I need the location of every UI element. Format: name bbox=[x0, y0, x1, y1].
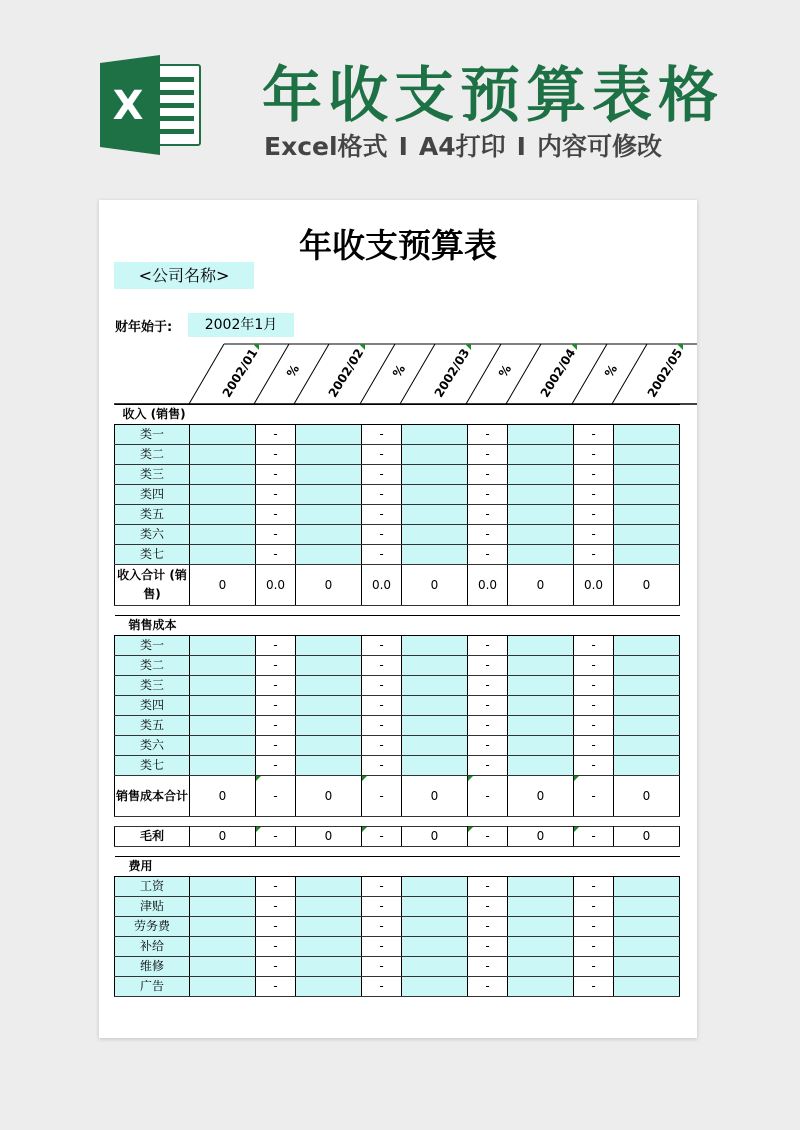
input-cell[interactable] bbox=[402, 636, 468, 656]
percent-cell: - bbox=[574, 545, 614, 565]
banner-feature-edit: 内容可修改 bbox=[536, 132, 662, 161]
percent-cell: - bbox=[574, 736, 614, 756]
input-cell[interactable] bbox=[402, 425, 468, 445]
input-cell[interactable] bbox=[296, 877, 362, 897]
input-cell[interactable] bbox=[190, 756, 256, 776]
spacer-cell bbox=[115, 606, 680, 616]
percent-cell: - bbox=[574, 937, 614, 957]
percent-cell: - bbox=[362, 525, 402, 545]
row-label: 类二 bbox=[115, 445, 190, 465]
banner-subtitle bbox=[264, 127, 662, 163]
total-value-cell: 0 bbox=[296, 776, 362, 817]
percent-cell: - bbox=[468, 736, 508, 756]
total-value-cell: 0 bbox=[508, 827, 574, 847]
table-row bbox=[115, 716, 680, 736]
total-value-cell: 0 bbox=[296, 827, 362, 847]
total-percent-cell: - bbox=[468, 827, 508, 847]
input-cell[interactable] bbox=[614, 917, 680, 937]
percent-cell: - bbox=[468, 485, 508, 505]
percent-cell: - bbox=[256, 696, 296, 716]
row-label: 补给 bbox=[115, 937, 190, 957]
input-cell[interactable] bbox=[402, 676, 468, 696]
input-cell[interactable] bbox=[614, 445, 680, 465]
percent-cell: - bbox=[468, 545, 508, 565]
percent-cell: - bbox=[574, 505, 614, 525]
row-label: 类五 bbox=[115, 716, 190, 736]
percent-cell: - bbox=[256, 977, 296, 997]
percent-cell: - bbox=[362, 445, 402, 465]
percent-cell: - bbox=[362, 485, 402, 505]
input-cell[interactable] bbox=[508, 716, 574, 736]
input-cell[interactable] bbox=[190, 877, 256, 897]
input-cell[interactable] bbox=[508, 676, 574, 696]
table-row bbox=[115, 636, 680, 656]
percent-cell: - bbox=[468, 897, 508, 917]
percent-cell: - bbox=[468, 957, 508, 977]
row-label: 类一 bbox=[115, 425, 190, 445]
input-cell[interactable] bbox=[190, 656, 256, 676]
column-header-percent: % bbox=[495, 362, 515, 380]
banner-title: 年收支预算表格 bbox=[262, 61, 724, 131]
table-row bbox=[115, 736, 680, 756]
row-label: 类三 bbox=[115, 676, 190, 696]
input-cell[interactable] bbox=[508, 877, 574, 897]
total-label: 毛利 bbox=[115, 827, 190, 847]
percent-cell: - bbox=[574, 485, 614, 505]
input-cell[interactable] bbox=[614, 545, 680, 565]
input-cell[interactable] bbox=[296, 636, 362, 656]
row-label: 类七 bbox=[115, 756, 190, 776]
table-row bbox=[115, 465, 680, 485]
input-cell[interactable] bbox=[508, 485, 574, 505]
input-cell[interactable] bbox=[614, 716, 680, 736]
table-row bbox=[115, 676, 680, 696]
table-row bbox=[115, 977, 680, 997]
column-header-date: 2002/04 bbox=[537, 346, 579, 400]
row-label: 类二 bbox=[115, 656, 190, 676]
percent-cell: - bbox=[362, 465, 402, 485]
percent-cell: - bbox=[256, 877, 296, 897]
input-cell[interactable] bbox=[296, 425, 362, 445]
svg-text:X: X bbox=[112, 83, 144, 129]
percent-cell: - bbox=[468, 977, 508, 997]
total-value-cell: 0 bbox=[190, 565, 256, 606]
column-header-percent: % bbox=[601, 362, 621, 380]
total-row bbox=[115, 827, 680, 847]
fiscal-year-label: 财年始于: bbox=[115, 320, 173, 335]
percent-cell: - bbox=[256, 676, 296, 696]
input-cell[interactable] bbox=[508, 656, 574, 676]
total-percent-cell: 0.0 bbox=[468, 565, 508, 606]
section-heading: 费用 bbox=[115, 857, 680, 877]
percent-cell: - bbox=[362, 736, 402, 756]
column-header-percent: % bbox=[389, 362, 409, 380]
percent-cell: - bbox=[256, 425, 296, 445]
input-cell[interactable] bbox=[190, 937, 256, 957]
percent-cell: - bbox=[256, 465, 296, 485]
input-cell[interactable] bbox=[296, 957, 362, 977]
table-row bbox=[115, 696, 680, 716]
total-value-cell: 0 bbox=[614, 827, 680, 847]
percent-cell: - bbox=[574, 756, 614, 776]
percent-cell: - bbox=[256, 445, 296, 465]
input-cell[interactable] bbox=[190, 485, 256, 505]
percent-cell: - bbox=[574, 656, 614, 676]
input-cell[interactable] bbox=[614, 977, 680, 997]
percent-cell: - bbox=[468, 676, 508, 696]
input-cell[interactable] bbox=[296, 445, 362, 465]
total-percent-cell: 0.0 bbox=[574, 565, 614, 606]
percent-cell: - bbox=[468, 525, 508, 545]
input-cell[interactable] bbox=[614, 676, 680, 696]
percent-cell: - bbox=[362, 897, 402, 917]
percent-cell: - bbox=[362, 545, 402, 565]
percent-cell: - bbox=[256, 636, 296, 656]
input-cell[interactable] bbox=[296, 525, 362, 545]
input-cell[interactable] bbox=[614, 897, 680, 917]
total-value-cell: 0 bbox=[508, 776, 574, 817]
percent-cell: - bbox=[362, 957, 402, 977]
total-percent-cell: - bbox=[574, 827, 614, 847]
table-row bbox=[115, 756, 680, 776]
input-cell[interactable] bbox=[508, 937, 574, 957]
section-heading: 收入 (销售) bbox=[115, 405, 680, 425]
table-row bbox=[115, 525, 680, 545]
row-label: 类七 bbox=[115, 545, 190, 565]
percent-cell: - bbox=[574, 696, 614, 716]
spacer-row bbox=[115, 847, 680, 857]
percent-cell: - bbox=[468, 425, 508, 445]
percent-cell: - bbox=[468, 505, 508, 525]
input-cell[interactable] bbox=[190, 425, 256, 445]
input-cell[interactable] bbox=[508, 917, 574, 937]
banner-separator: I bbox=[398, 132, 408, 161]
input-cell[interactable] bbox=[190, 897, 256, 917]
input-cell[interactable] bbox=[296, 505, 362, 525]
percent-cell: - bbox=[574, 877, 614, 897]
total-value-cell: 0 bbox=[296, 565, 362, 606]
percent-cell: - bbox=[574, 465, 614, 485]
input-cell[interactable] bbox=[402, 977, 468, 997]
row-label: 类四 bbox=[115, 696, 190, 716]
total-value-cell: 0 bbox=[190, 827, 256, 847]
input-cell[interactable] bbox=[508, 756, 574, 776]
input-cell[interactable] bbox=[190, 676, 256, 696]
percent-cell: - bbox=[256, 897, 296, 917]
input-cell[interactable] bbox=[508, 636, 574, 656]
percent-cell: - bbox=[574, 917, 614, 937]
percent-cell: - bbox=[256, 756, 296, 776]
promo-banner bbox=[0, 0, 800, 190]
input-cell[interactable] bbox=[614, 736, 680, 756]
table-row bbox=[115, 937, 680, 957]
input-cell[interactable] bbox=[508, 525, 574, 545]
input-cell[interactable] bbox=[296, 465, 362, 485]
percent-cell: - bbox=[362, 505, 402, 525]
total-percent-cell: 0.0 bbox=[362, 565, 402, 606]
percent-cell: - bbox=[362, 877, 402, 897]
percent-cell: - bbox=[362, 937, 402, 957]
table-row bbox=[115, 656, 680, 676]
total-value-cell: 0 bbox=[402, 776, 468, 817]
input-cell[interactable] bbox=[614, 957, 680, 977]
input-cell[interactable] bbox=[402, 877, 468, 897]
total-percent-cell: 0.0 bbox=[256, 565, 296, 606]
input-cell[interactable] bbox=[614, 525, 680, 545]
input-cell[interactable] bbox=[614, 465, 680, 485]
input-cell[interactable] bbox=[402, 696, 468, 716]
row-label: 广告 bbox=[115, 977, 190, 997]
table-row bbox=[115, 425, 680, 445]
input-cell[interactable] bbox=[190, 977, 256, 997]
input-cell[interactable] bbox=[296, 696, 362, 716]
spreadsheet-page bbox=[99, 200, 697, 1038]
row-label: 类一 bbox=[115, 636, 190, 656]
company-name-cell[interactable]: <公司名称> bbox=[114, 262, 254, 289]
input-cell[interactable] bbox=[296, 917, 362, 937]
row-label: 类六 bbox=[115, 525, 190, 545]
input-cell[interactable] bbox=[614, 756, 680, 776]
percent-cell: - bbox=[574, 425, 614, 445]
percent-cell: - bbox=[256, 545, 296, 565]
percent-cell: - bbox=[362, 425, 402, 445]
percent-cell: - bbox=[256, 716, 296, 736]
input-cell[interactable] bbox=[508, 505, 574, 525]
percent-cell: - bbox=[468, 716, 508, 736]
column-header-date: 2002/01 bbox=[219, 346, 261, 400]
banner-feature-excel: Excel格式 bbox=[264, 132, 388, 161]
input-cell[interactable] bbox=[296, 656, 362, 676]
percent-cell: - bbox=[468, 917, 508, 937]
row-label: 劳务费 bbox=[115, 917, 190, 937]
total-percent-cell: - bbox=[256, 827, 296, 847]
input-cell[interactable] bbox=[508, 977, 574, 997]
input-cell[interactable] bbox=[296, 676, 362, 696]
total-value-cell: 0 bbox=[190, 776, 256, 817]
percent-cell: - bbox=[468, 937, 508, 957]
input-cell[interactable] bbox=[614, 636, 680, 656]
section-row bbox=[115, 857, 680, 877]
table-row bbox=[115, 877, 680, 897]
percent-cell: - bbox=[256, 525, 296, 545]
table-row bbox=[115, 897, 680, 917]
table-row bbox=[115, 445, 680, 465]
total-value-cell: 0 bbox=[402, 827, 468, 847]
input-cell[interactable] bbox=[190, 545, 256, 565]
input-cell[interactable] bbox=[402, 756, 468, 776]
row-label: 类三 bbox=[115, 465, 190, 485]
input-cell[interactable] bbox=[402, 545, 468, 565]
input-cell[interactable] bbox=[296, 756, 362, 776]
input-cell[interactable] bbox=[402, 736, 468, 756]
sheet-title: 年收支预算表 bbox=[299, 226, 497, 265]
percent-cell: - bbox=[362, 636, 402, 656]
total-percent-cell: - bbox=[362, 827, 402, 847]
total-value-cell: 0 bbox=[402, 565, 468, 606]
input-cell[interactable] bbox=[402, 465, 468, 485]
input-cell[interactable] bbox=[190, 917, 256, 937]
input-cell[interactable] bbox=[508, 957, 574, 977]
row-label: 类五 bbox=[115, 505, 190, 525]
input-cell[interactable] bbox=[508, 736, 574, 756]
total-label: 收入合计 (销售) bbox=[115, 565, 190, 606]
input-cell[interactable] bbox=[190, 505, 256, 525]
total-percent-cell: - bbox=[574, 776, 614, 817]
total-percent-cell: - bbox=[256, 776, 296, 817]
section-heading: 销售成本 bbox=[115, 616, 680, 636]
spacer-row bbox=[115, 606, 680, 616]
row-label: 类四 bbox=[115, 485, 190, 505]
input-cell[interactable] bbox=[402, 445, 468, 465]
percent-cell: - bbox=[468, 877, 508, 897]
table-row bbox=[115, 505, 680, 525]
fiscal-year-cell[interactable]: 2002年1月 bbox=[188, 313, 294, 337]
percent-cell: - bbox=[256, 505, 296, 525]
input-cell[interactable] bbox=[296, 545, 362, 565]
percent-cell: - bbox=[574, 977, 614, 997]
input-cell[interactable] bbox=[614, 877, 680, 897]
banner-feature-print: A4打印 bbox=[418, 132, 506, 161]
input-cell[interactable] bbox=[190, 445, 256, 465]
input-cell[interactable] bbox=[190, 716, 256, 736]
column-header-date: 2002/03 bbox=[431, 346, 473, 400]
input-cell[interactable] bbox=[190, 465, 256, 485]
row-label: 维修 bbox=[115, 957, 190, 977]
percent-cell: - bbox=[468, 756, 508, 776]
spacer-row bbox=[115, 817, 680, 827]
section-row bbox=[115, 616, 680, 636]
input-cell[interactable] bbox=[296, 897, 362, 917]
input-cell[interactable] bbox=[508, 897, 574, 917]
budget-table bbox=[114, 404, 680, 997]
excel-logo-icon bbox=[100, 55, 204, 155]
percent-cell: - bbox=[574, 525, 614, 545]
input-cell[interactable] bbox=[190, 636, 256, 656]
percent-cell: - bbox=[574, 716, 614, 736]
spacer-cell bbox=[115, 817, 680, 827]
input-cell[interactable] bbox=[296, 485, 362, 505]
input-cell[interactable] bbox=[402, 525, 468, 545]
input-cell[interactable] bbox=[402, 716, 468, 736]
input-cell[interactable] bbox=[508, 545, 574, 565]
table-row bbox=[115, 917, 680, 937]
percent-cell: - bbox=[256, 736, 296, 756]
input-cell[interactable] bbox=[296, 977, 362, 997]
percent-cell: - bbox=[362, 696, 402, 716]
percent-cell: - bbox=[362, 977, 402, 997]
input-cell[interactable] bbox=[508, 696, 574, 716]
percent-cell: - bbox=[362, 676, 402, 696]
column-header-date: 2002/05 bbox=[644, 346, 686, 400]
percent-cell: - bbox=[362, 756, 402, 776]
input-cell[interactable] bbox=[614, 937, 680, 957]
total-percent-cell: - bbox=[362, 776, 402, 817]
input-cell[interactable] bbox=[614, 425, 680, 445]
table-row bbox=[115, 957, 680, 977]
input-cell[interactable] bbox=[402, 485, 468, 505]
percent-cell: - bbox=[574, 445, 614, 465]
percent-cell: - bbox=[256, 957, 296, 977]
input-cell[interactable] bbox=[508, 465, 574, 485]
table-row bbox=[115, 545, 680, 565]
row-label: 类六 bbox=[115, 736, 190, 756]
input-cell[interactable] bbox=[402, 957, 468, 977]
input-cell[interactable] bbox=[614, 696, 680, 716]
banner-separator: I bbox=[516, 132, 526, 161]
total-row bbox=[115, 776, 680, 817]
table-row bbox=[115, 485, 680, 505]
spacer-cell bbox=[115, 847, 680, 857]
percent-cell: - bbox=[362, 917, 402, 937]
percent-cell: - bbox=[256, 485, 296, 505]
percent-cell: - bbox=[362, 656, 402, 676]
percent-cell: - bbox=[468, 636, 508, 656]
total-label: 销售成本合计 bbox=[115, 776, 190, 817]
input-cell[interactable] bbox=[614, 485, 680, 505]
total-value-cell: 0 bbox=[508, 565, 574, 606]
column-header-date: 2002/02 bbox=[325, 346, 367, 400]
total-percent-cell: - bbox=[468, 776, 508, 817]
total-row bbox=[115, 565, 680, 606]
percent-cell: - bbox=[256, 656, 296, 676]
row-label: 津贴 bbox=[115, 897, 190, 917]
row-label: 工资 bbox=[115, 877, 190, 897]
input-cell[interactable] bbox=[402, 505, 468, 525]
percent-cell: - bbox=[574, 676, 614, 696]
percent-cell: - bbox=[362, 716, 402, 736]
percent-cell: - bbox=[468, 445, 508, 465]
percent-cell: - bbox=[256, 937, 296, 957]
input-cell[interactable] bbox=[508, 445, 574, 465]
total-value-cell: 0 bbox=[614, 776, 680, 817]
input-cell[interactable] bbox=[190, 525, 256, 545]
percent-cell: - bbox=[574, 957, 614, 977]
input-cell[interactable] bbox=[402, 897, 468, 917]
input-cell[interactable] bbox=[190, 736, 256, 756]
percent-cell: - bbox=[256, 917, 296, 937]
percent-cell: - bbox=[574, 636, 614, 656]
input-cell[interactable] bbox=[614, 505, 680, 525]
input-cell[interactable] bbox=[614, 656, 680, 676]
input-cell[interactable] bbox=[296, 716, 362, 736]
percent-cell: - bbox=[468, 656, 508, 676]
input-cell[interactable] bbox=[296, 937, 362, 957]
section-row bbox=[115, 405, 680, 425]
input-cell[interactable] bbox=[190, 696, 256, 716]
input-cell[interactable] bbox=[402, 937, 468, 957]
input-cell[interactable] bbox=[296, 736, 362, 756]
percent-cell: - bbox=[468, 696, 508, 716]
input-cell[interactable] bbox=[402, 917, 468, 937]
input-cell[interactable] bbox=[402, 656, 468, 676]
column-header-percent: % bbox=[283, 362, 303, 380]
total-value-cell: 0 bbox=[614, 565, 680, 606]
percent-cell: - bbox=[574, 897, 614, 917]
input-cell[interactable] bbox=[190, 957, 256, 977]
percent-cell: - bbox=[468, 465, 508, 485]
input-cell[interactable] bbox=[508, 425, 574, 445]
